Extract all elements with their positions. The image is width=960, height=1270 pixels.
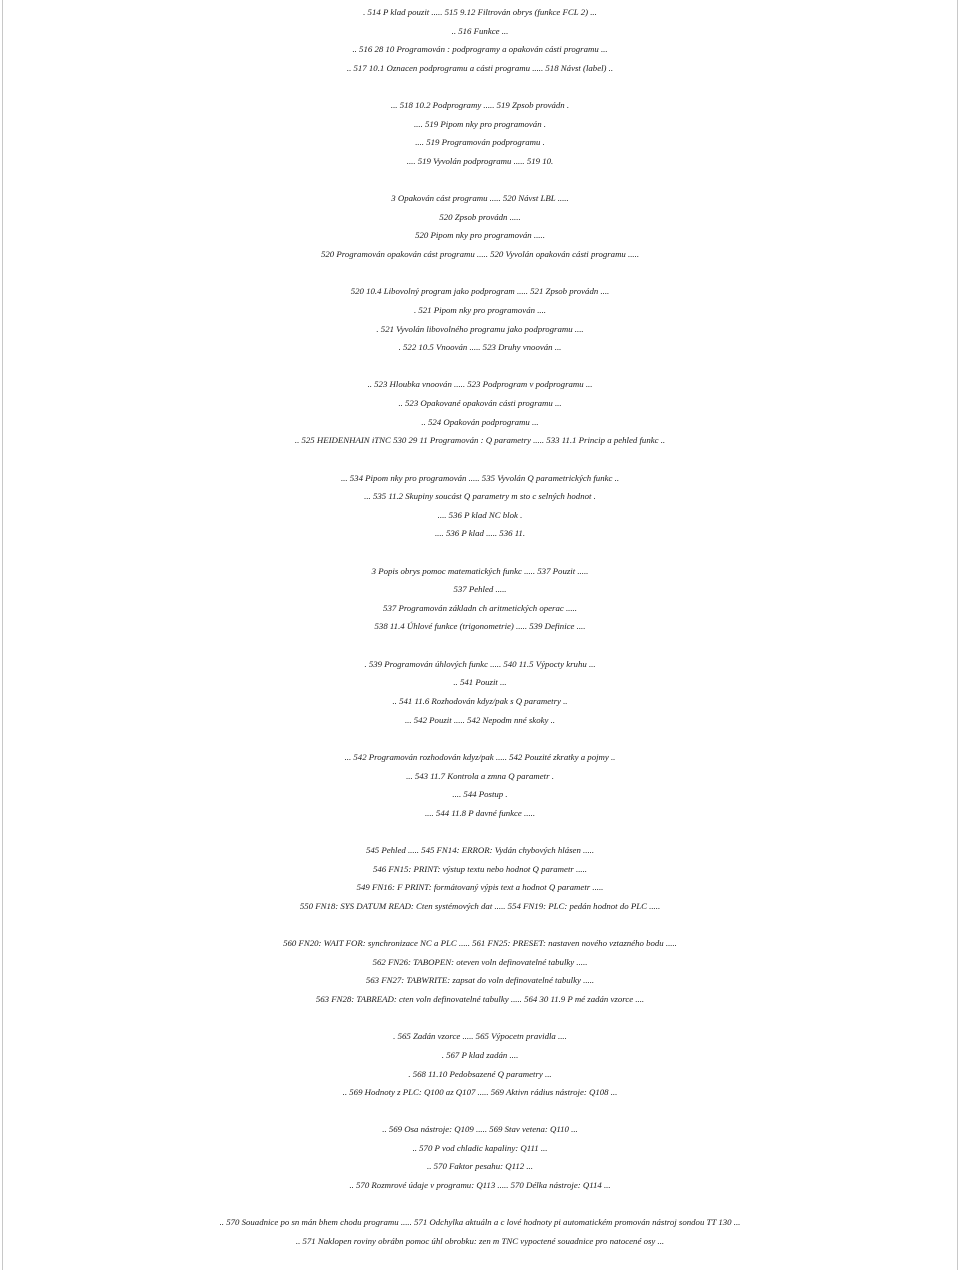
toc-line: . 521 Vyvolán libovolného programu jako podprogramu .... (376, 324, 584, 334)
toc-line: .. 570 Souadnice po sn mán bhem chodu programu ..... 571 Odchylka aktuáln a c lové hodnoty pi automatickém promován nástroj sondou TT 130 ... (219, 1217, 741, 1227)
toc-line: .... 536 P klad ..... 536 11. (434, 528, 526, 538)
toc-line: . 568 11.10 Pedobsazené Q parametry ... (408, 1069, 552, 1079)
toc-line: .. 523 Hloubka vnoován ..... 523 Podprogram v podprogramu ... (367, 379, 593, 389)
toc-line: 563 FN27: TABWRITE: zapsat do voln definovatelné tabulky ..... (365, 975, 595, 985)
toc-line: .. 516 28 10 Programován : podprogramy a opakován cásti programu ... (352, 44, 608, 54)
toc-line: 520 Zpsob provádn ..... (439, 212, 521, 222)
toc-line: 562 FN26: TABOPEN: oteven voln definovatelné tabulky ..... (372, 957, 588, 967)
toc-line: ... 535 11.2 Skupiny soucást Q parametry m sto c selných hodnot . (364, 491, 596, 501)
toc-line: 3 Opakován cást programu ..... 520 Návst LBL ..... (391, 193, 569, 203)
toc-line: .. 524 Opakován podprogramu ... (421, 417, 539, 427)
toc-line: 550 FN18: SYS DATUM READ: Cten systémových dat ..... 554 FN19: PLC: pedán hodnot do PLC ..... (299, 901, 661, 911)
toc-line: ... 534 Pipom nky pro programován ..... 535 Vyvolán Q parametrických funkc .. (340, 473, 620, 483)
toc-line: ... 542 Pouzit ..... 542 Nepodm nné skoky .. (404, 715, 555, 725)
toc-line: 537 Programován základn ch aritmetických operac ..... (383, 603, 577, 613)
toc-line: 546 FN15: PRINT: výstup textu nebo hodnot Q parametr ..... (372, 864, 588, 874)
toc-line: . 521 Pipom nky pro programován .... (413, 305, 547, 315)
toc-line: .... 544 Postup . (452, 789, 508, 799)
toc-line: .. 569 Osa nástroje: Q109 ..... 569 Stav vetena: Q110 ... (382, 1124, 578, 1134)
toc-line: 520 10.4 Libovolný program jako podprogram ..... 521 Zpsob provádn .... (350, 286, 610, 296)
toc-line: .... 519 Programován podprogramu . (415, 137, 545, 147)
toc-line: .. 541 11.6 Rozhodován kdyz/pak s Q parametry .. (392, 696, 568, 706)
toc-line: .. 525 HEIDENHAIN iTNC 530 29 11 Programován : Q parametry ..... 533 11.1 Princip a pehled funkc .. (294, 435, 666, 445)
toc-line: 3 Popis obrys pomoc matematických funkc ..... 537 Pouzit ..... (371, 566, 589, 576)
toc-line: 520 Programován opakován cást programu ..... 520 Vyvolán opakován cásti programu ..... (320, 249, 640, 259)
toc-line: .. 571 Naklopen roviny obrábn pomoc úhl obrobku: zen m TNC vypoctené souadnice pro natocené osy ... (295, 1236, 665, 1246)
toc-line: ... 518 10.2 Podprogramy ..... 519 Zpsob provádn . (390, 100, 570, 110)
toc-line: . 514 P klad pouzit ..... 515 9.12 Filtrován obrys (funkce FCL 2) ... (363, 7, 597, 17)
toc-line: ... 543 11.7 Kontrola a zmna Q parametr . (406, 771, 554, 781)
toc-line: .. 516 Funkce ... (451, 26, 509, 36)
toc-line: . 522 10.5 Vnoován ..... 523 Druhy vnoován ... (398, 342, 562, 352)
toc-line: .... 519 Pipom nky pro programován . (413, 119, 547, 129)
toc-line: . 567 P klad zadán .... (441, 1050, 519, 1060)
toc-line: 560 FN20: WAIT FOR: synchronizace NC a PLC ..... 561 FN25: PRESET: nastaven nového vztazného bodu ..... (283, 938, 677, 948)
toc-line: .. 570 Rozmrové údaje v programu: Q113 ..... 570 Délka nástroje: Q114 ... (349, 1180, 611, 1190)
toc-line: . 565 Zadán vzorce ..... 565 Výpocetn pravidla .... (393, 1031, 567, 1041)
toc-line: 549 FN16: F PRINT: formátovaný výpis text a hodnot Q parametr ..... (356, 882, 604, 892)
toc-line: .. 570 P vod chladic kapaliny: Q111 ... (412, 1143, 548, 1153)
toc-line: .... 544 11.8 P davné funkce ..... (424, 808, 536, 818)
toc-line: 538 11.4 Úhlové funkce (trigonometrie) ..... 539 Definice .... (374, 621, 586, 631)
toc-line: 537 Pehled ..... (453, 584, 507, 594)
toc-line: 563 FN28: TABREAD: cten voln definovatelné tabulky ..... 564 30 11.9 P mé zadán vzorce .... (315, 994, 645, 1004)
toc-line: .. 570 Faktor pesahu: Q112 ... (427, 1161, 533, 1171)
toc-line: .... 519 Vyvolán podprogramu ..... 519 10. (406, 156, 554, 166)
toc-line: 545 Pehled ..... 545 FN14: ERROR: Vydán chybových hlásen ..... (365, 845, 595, 855)
toc-line: 520 Pipom nky pro programován ..... (415, 230, 545, 240)
toc-line: .. 523 Opakované opakován cásti programu ... (398, 398, 562, 408)
toc-line: ... 542 Programován rozhodován kdyz/pak ..... 542 Pouzité zkratky a pojmy .. (344, 752, 616, 762)
toc-line: .... 536 P klad NC blok . (437, 510, 523, 520)
toc-line: .. 517 10.1 Oznacen podprogramu a cásti programu ..... 518 Návst (label) .. (346, 63, 614, 73)
toc-line: .. 541 Pouzit ... (453, 677, 507, 687)
toc-line: . 539 Programován úhlových funkc ..... 540 11.5 Výpocty kruhu ... (364, 659, 596, 669)
toc-line: .. 569 Hodnoty z PLC: Q100 az Q107 ..... 569 Aktivn rádius nástroje: Q108 ... (342, 1087, 618, 1097)
